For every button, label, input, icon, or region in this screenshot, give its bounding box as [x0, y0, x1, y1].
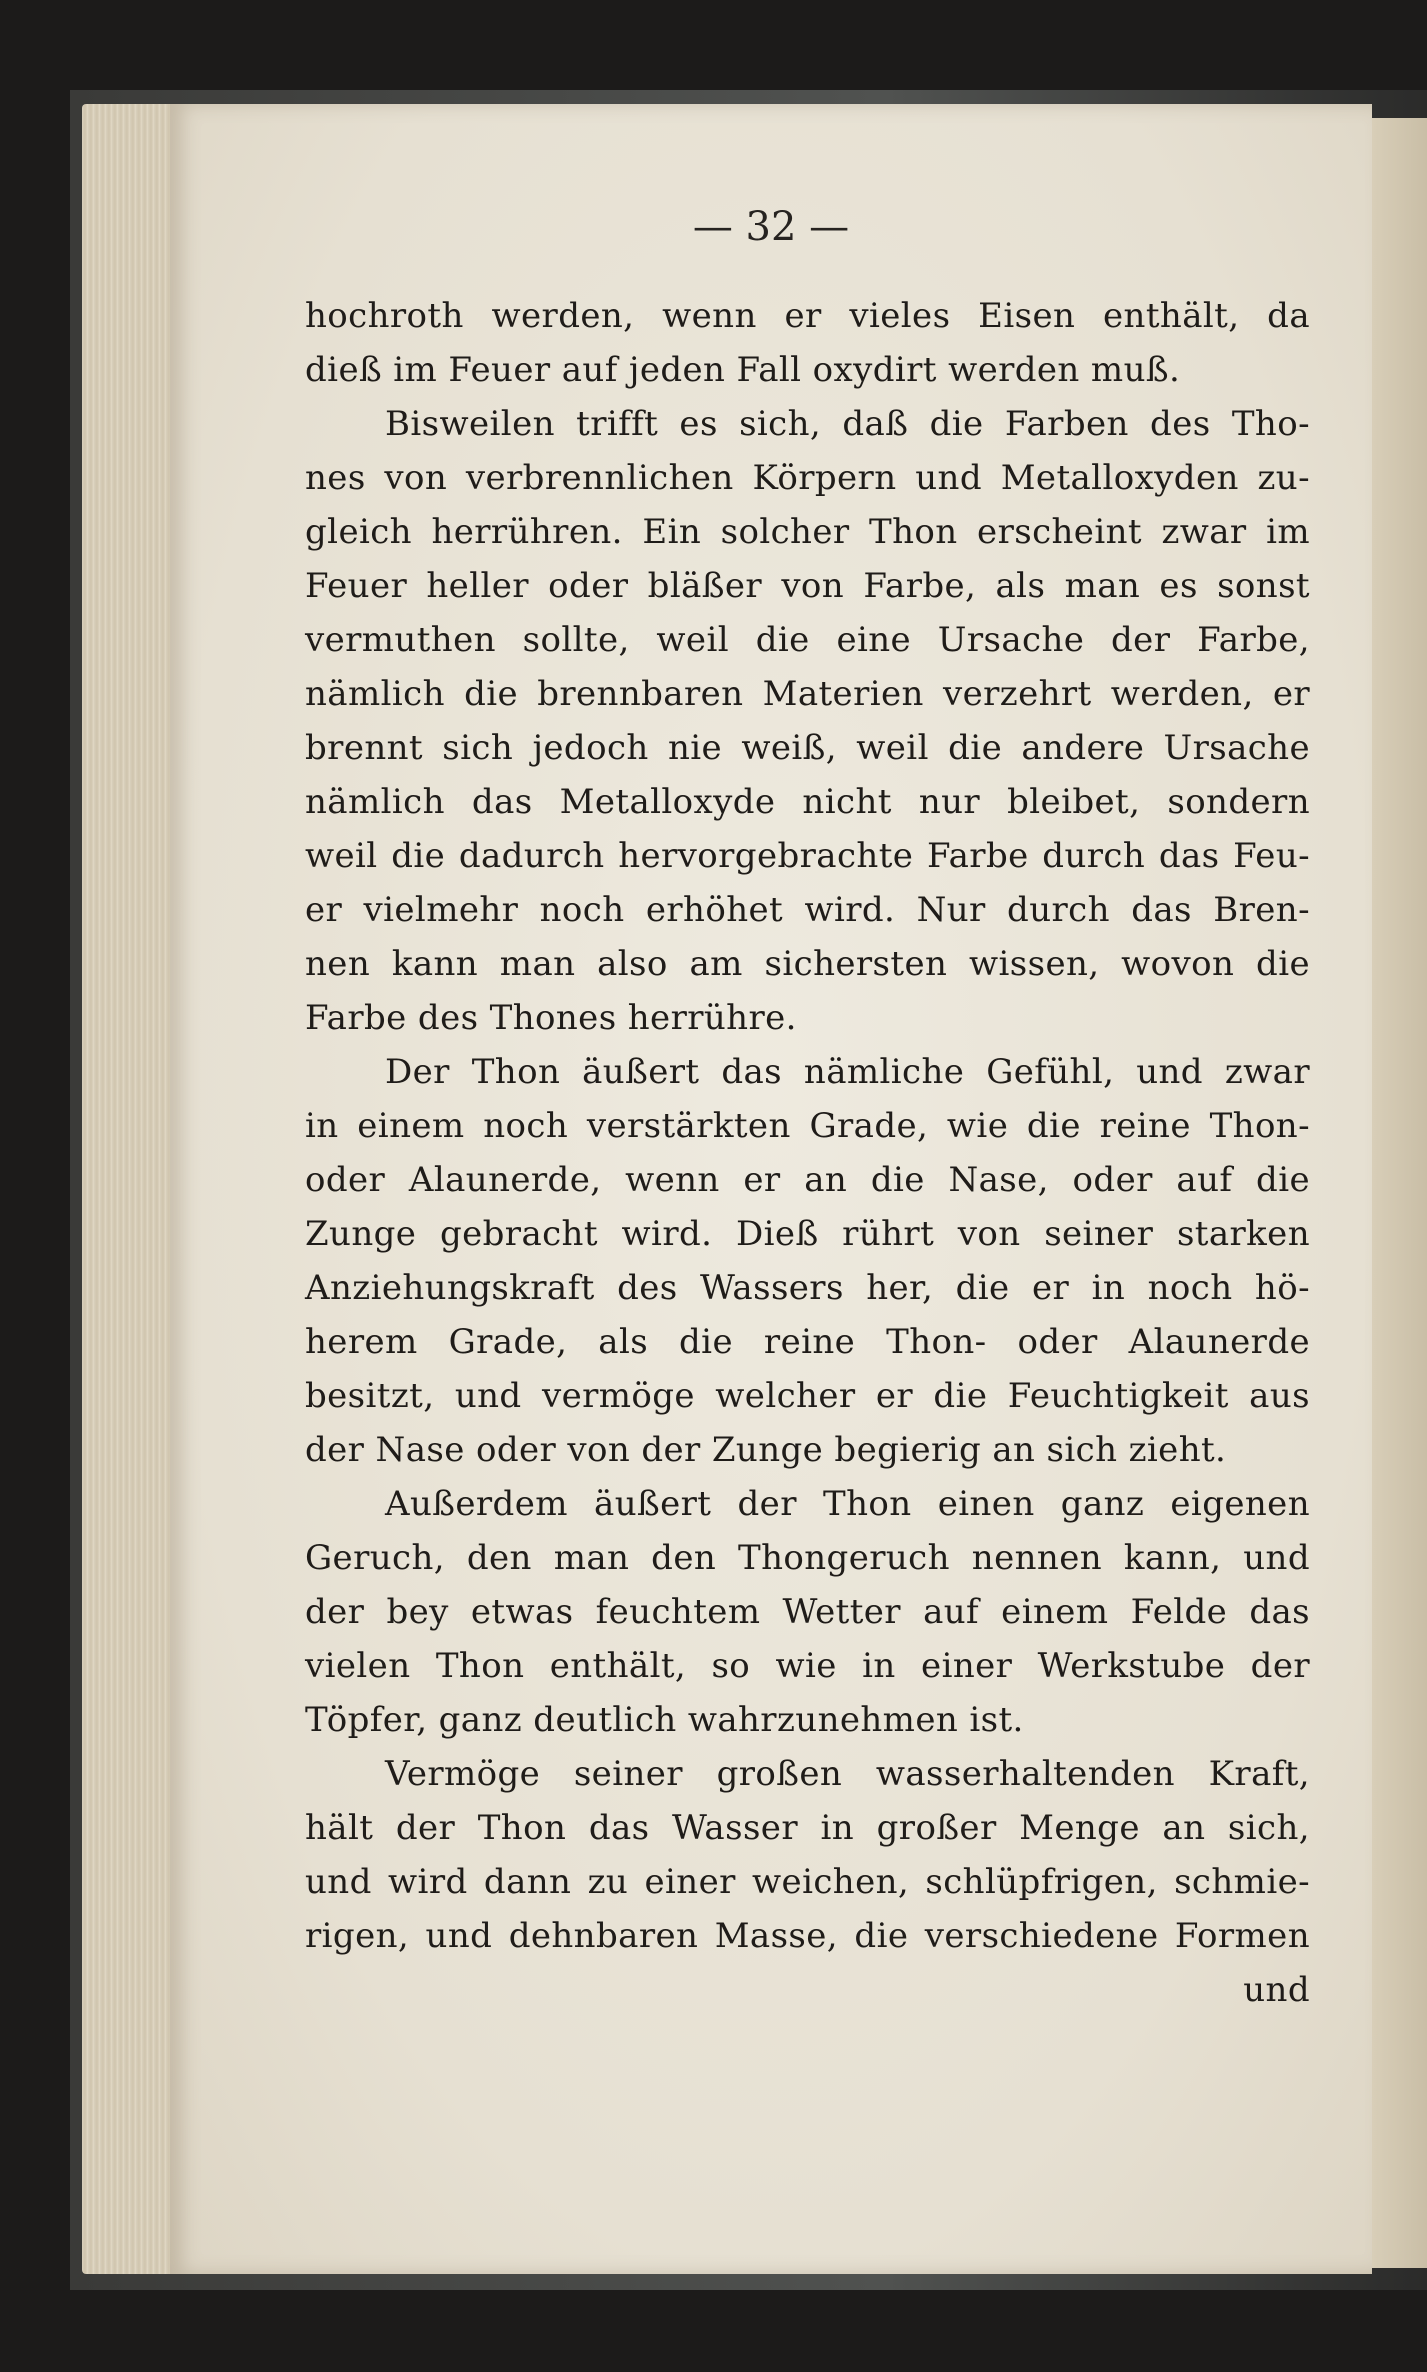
text-line: nes von verbrennlichen Körpern und Metalloxyden zu-: [305, 458, 1310, 498]
text-line: weil die dadurch hervorgebrachte Farbe durch das Feu-: [305, 836, 1310, 876]
catchword: und: [1243, 1970, 1310, 2010]
book-page: [170, 104, 1372, 2274]
text-line: Zunge gebracht wird. Dieß rührt von seiner starken: [305, 1214, 1310, 1254]
text-line: herem Grade, als die reine Thon- oder Alaunerde: [305, 1322, 1310, 1362]
text-line: hochroth werden, wenn er vieles Eisen enthält, da: [305, 296, 1310, 336]
text-line: Außerdem äußert der Thon einen ganz eigenen: [385, 1484, 1310, 1524]
text-line: und wird dann zu einer weichen, schlüpfrigen, schmie-: [305, 1862, 1310, 1902]
text-line: Geruch, den man den Thongeruch nennen kann, und: [305, 1538, 1310, 1578]
text-line: Töpfer, ganz deutlich wahrzunehmen ist.: [305, 1700, 1024, 1740]
text-line: besitzt, und vermöge welcher er die Feuchtigkeit aus: [305, 1376, 1310, 1416]
text-line: er vielmehr noch erhöhet wird. Nur durch das Bren-: [305, 890, 1310, 930]
text-line: nen kann man also am sichersten wissen, wovon die: [305, 944, 1310, 984]
text-line: vielen Thon enthält, so wie in einer Werkstube der: [305, 1646, 1310, 1686]
text-line: in einem noch verstärkten Grade, wie die reine Thon-: [305, 1106, 1310, 1146]
text-line: rigen, und dehnbaren Masse, die verschiedene Formen: [305, 1916, 1310, 1956]
page-number: — 32 —: [692, 204, 850, 250]
text-line: der bey etwas feuchtem Wetter auf einem Felde das: [305, 1592, 1310, 1632]
text-line: brennt sich jedoch nie weiß, weil die andere Ursache: [305, 728, 1310, 768]
body-text: [305, 289, 1310, 2017]
text-line: Bisweilen trifft es sich, daß die Farben des Tho-: [385, 404, 1310, 444]
text-line: dieß im Feuer auf jeden Fall oxydirt werden muß.: [305, 350, 1181, 390]
text-line: hält der Thon das Wasser in großer Menge an sich,: [305, 1808, 1310, 1848]
text-line: oder Alaunerde, wenn er an die Nase, oder auf die: [305, 1160, 1310, 1200]
text-line: der Nase oder von der Zunge begierig an sich zieht.: [305, 1430, 1227, 1470]
text-line: Der Thon äußert das nämliche Gefühl, und zwar: [385, 1052, 1310, 1092]
text-line: nämlich das Metalloxyde nicht nur bleibet, sondern: [305, 782, 1310, 822]
text-line: vermuthen sollte, weil die eine Ursache der Farbe,: [305, 620, 1310, 660]
text-line: Anziehungskraft des Wassers her, die er in noch hö-: [305, 1268, 1310, 1308]
text-line: nämlich die brennbaren Materien verzehrt werden, er: [305, 674, 1310, 714]
text-line: Farbe des Thones herrühre.: [305, 998, 797, 1038]
text-line: Vermöge seiner großen wasserhaltenden Kraft,: [385, 1754, 1310, 1794]
text-line: gleich herrühren. Ein solcher Thon erscheint zwar im: [305, 512, 1310, 552]
facing-page-edge: [1372, 118, 1427, 2268]
text-line: Feuer heller oder bläßer von Farbe, als man es sonst: [305, 566, 1310, 606]
